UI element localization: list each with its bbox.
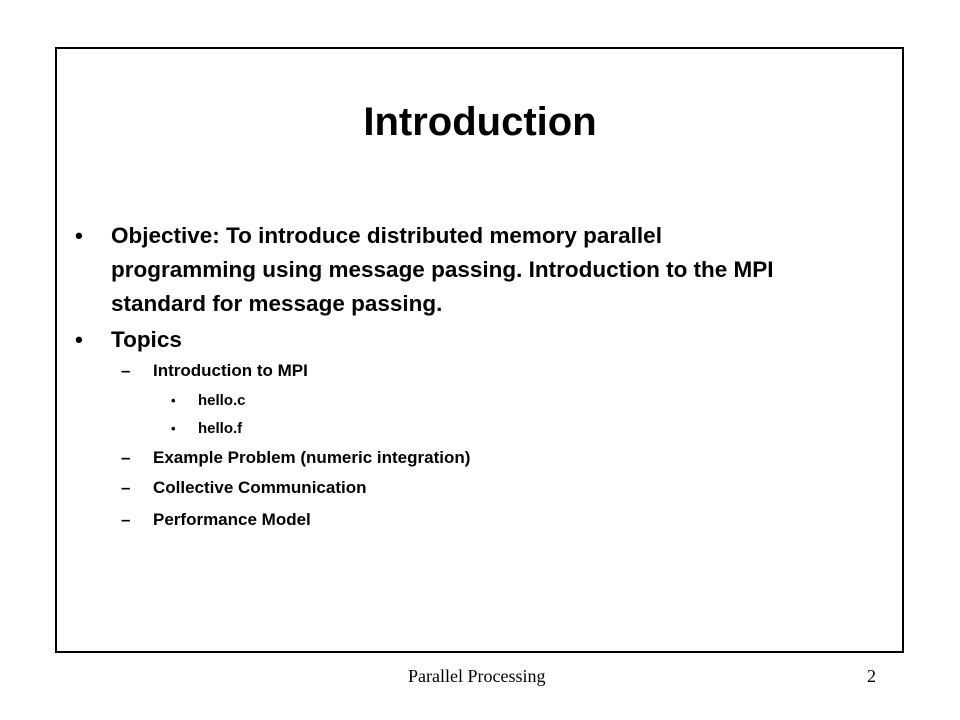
dash-icon: – bbox=[121, 478, 131, 497]
subtopic-label: hello.c bbox=[198, 392, 246, 409]
objective-line-3: standard for message passing. bbox=[111, 291, 443, 316]
dash-icon: – bbox=[121, 361, 131, 380]
topic-label: Example Problem (numeric integration) bbox=[153, 448, 471, 467]
objective-line-1: Objective: To introduce distributed memory parallel bbox=[111, 223, 662, 248]
dash-icon: – bbox=[121, 448, 131, 467]
slide-title: Introduction bbox=[363, 100, 597, 144]
subtopic-label: hello.f bbox=[198, 420, 243, 437]
bullet-icon: • bbox=[171, 421, 176, 436]
topic-label: Collective Communication bbox=[153, 478, 367, 497]
footer-page-number: 2 bbox=[867, 666, 876, 686]
topic-label: Introduction to MPI bbox=[153, 361, 308, 380]
footer-course-name: Parallel Processing bbox=[408, 666, 546, 686]
bullet-icon: • bbox=[75, 223, 83, 248]
objective-line-2: programming using message passing. Introduction to the MPI bbox=[111, 257, 774, 282]
bullet-icon: • bbox=[171, 393, 176, 408]
topic-label: Performance Model bbox=[153, 510, 311, 529]
dash-icon: – bbox=[121, 510, 131, 529]
bullet-icon: • bbox=[75, 327, 83, 352]
topics-label: Topics bbox=[111, 327, 182, 352]
